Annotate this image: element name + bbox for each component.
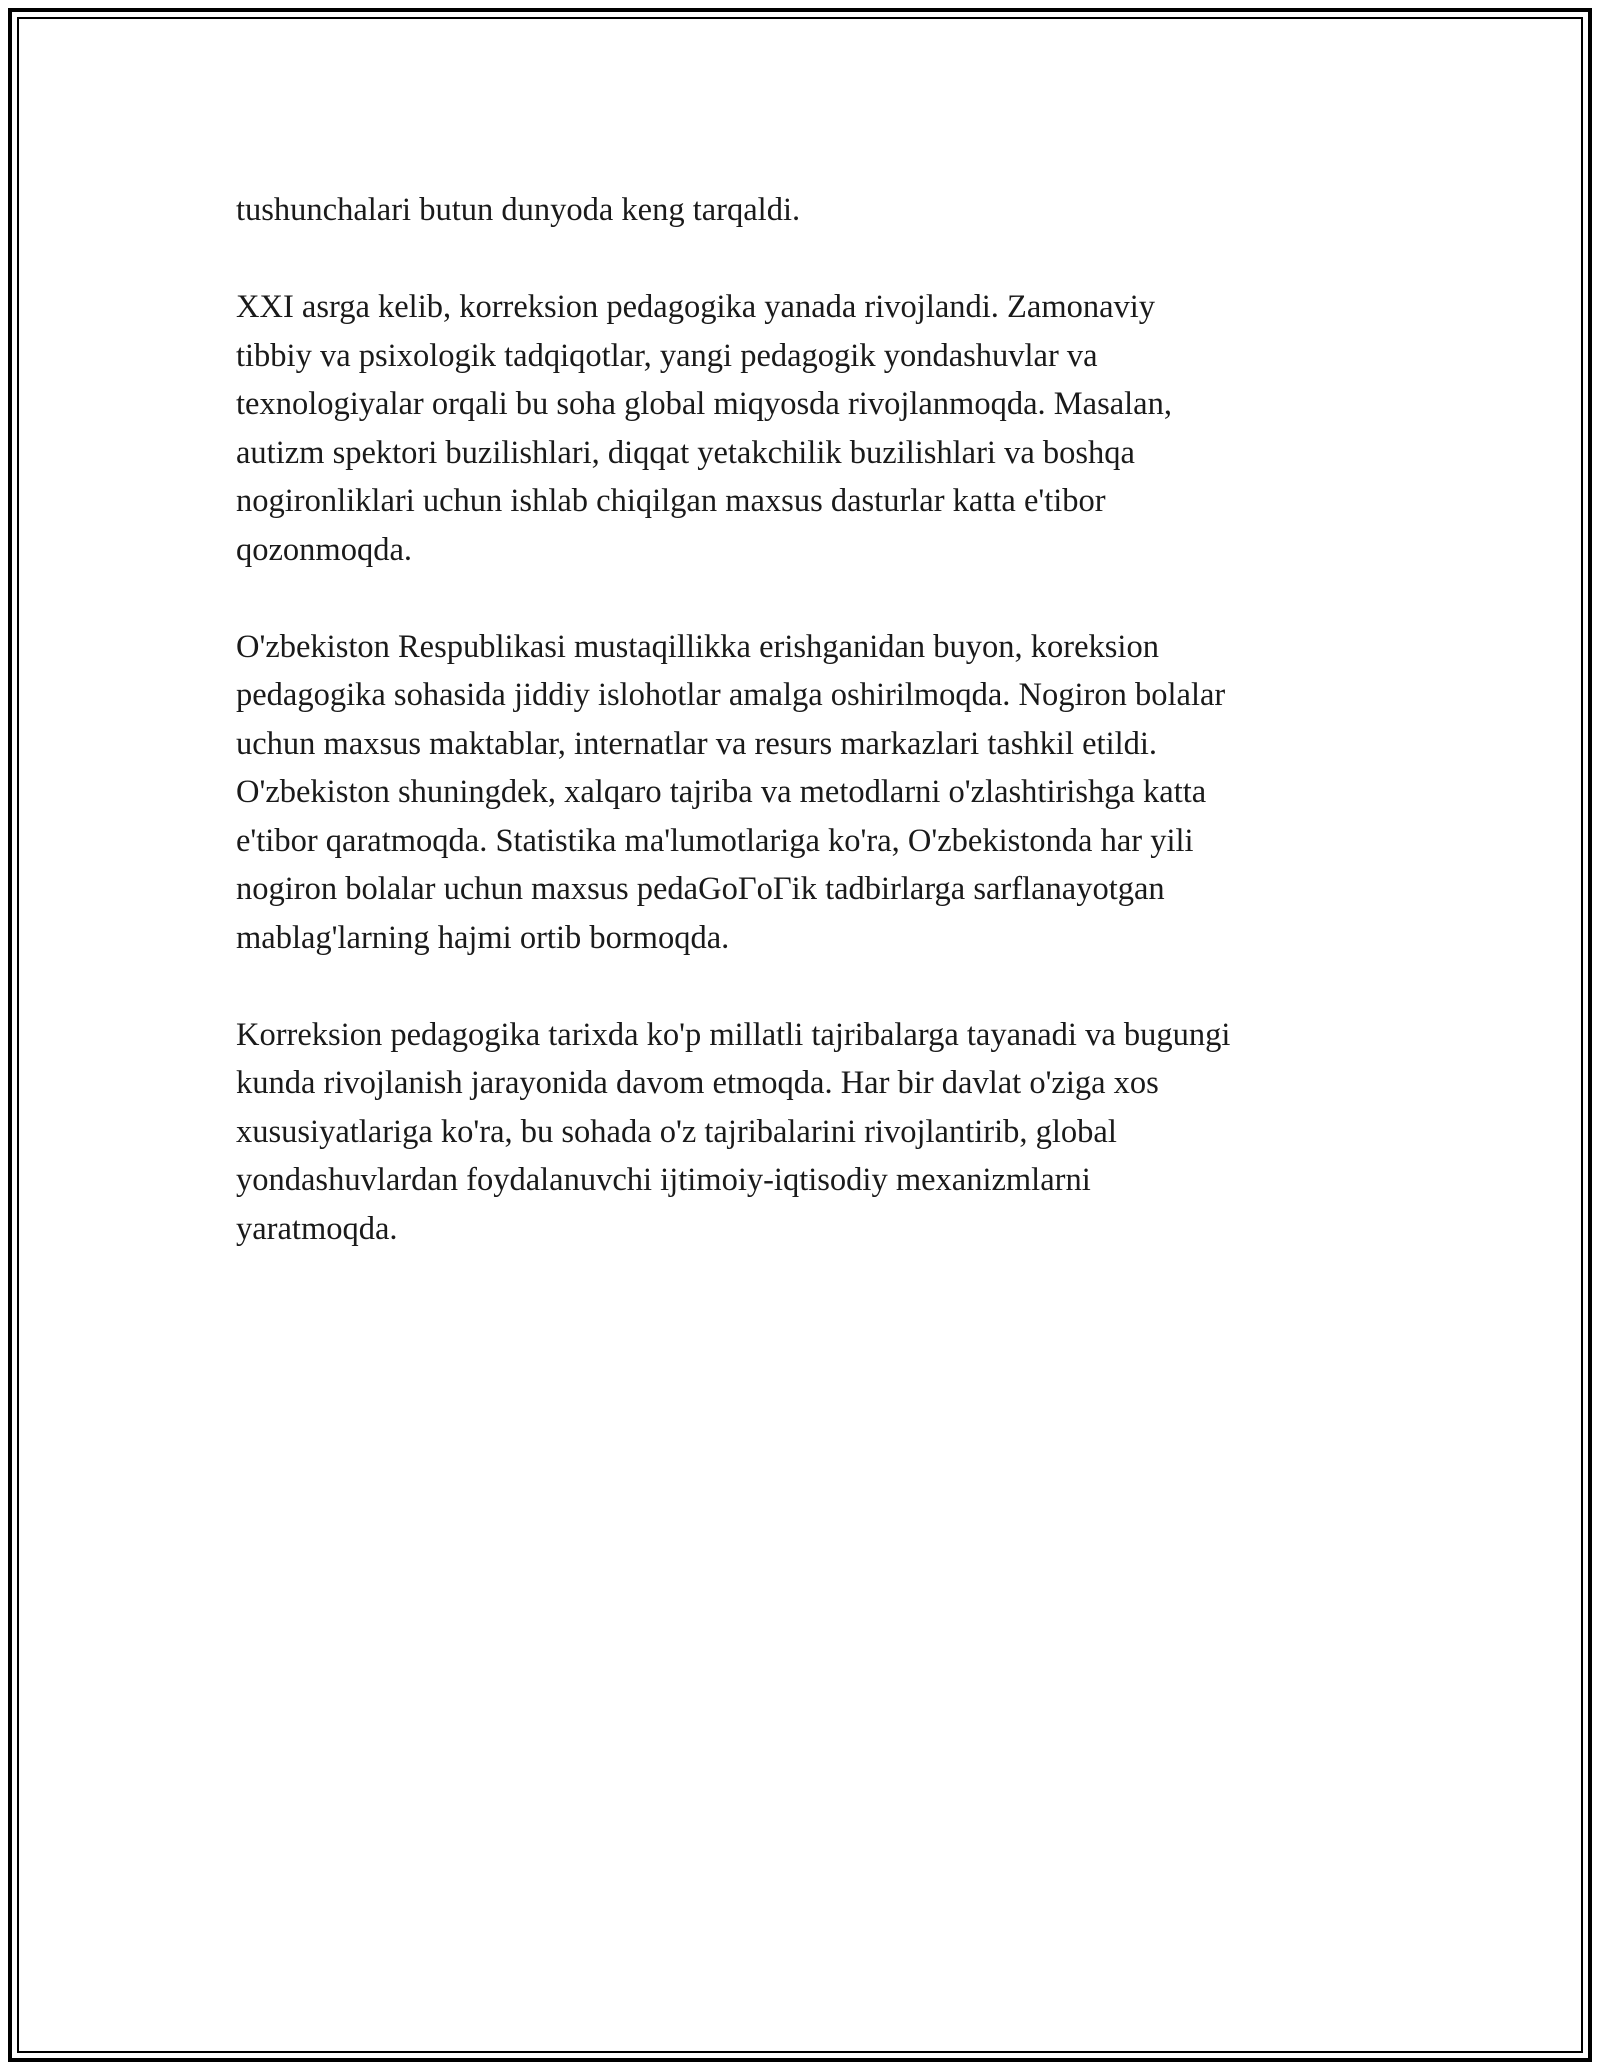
paragraph-conclusion: Korreksion pedagogika tarixda ko'p millatli tajribalarga tayanadi va bugungi kunda rivojlanish jarayonida davom etmoqda. Har bir davlat o'ziga xos xususiyatlariga ko'ra, bu sohada o'z tajribalarini rivojlantirib, global yondashuvlardan foydalanuvchi ijtimoiy-iqtisodiy mexanizmlarni yaratmoqda. [236,1016,1231,1247]
paragraph-xxi-century: XXI asrga kelib, korreksion pedagogika yanada rivojlandi. Zamonaviy tibbiy va psixologik tadqiqotlar, yangi pedagogik yondashuvlar va texnologiyalar orqali bu soha global miqyosda rivojlanmoqda. Masalan, autizm spektori buzilishlari, diqqat yetakchilik buzilishlari va boshqa nogironliklari uchun ishlab chiqilgan maxsus dasturlar katta e'tibor qozonmoqda. [236,289,1172,568]
document-body [236,186,1376,1302]
paragraph-continuation: tushunchalari butun dunyoda keng tarqaldi. [236,192,801,228]
paragraph-uzbekistan-reforms: O'zbekiston Respublikasi mustaqillikka erishganidan buyon, koreksion pedagogika sohasida jiddiy islohotlar amalga oshirilmoqda. Nogiron bolalar uchun maxsus maktablar, internatlar va resurs markazlari tashkil etildi. O'zbekiston shuningdek, xalqaro tajriba va metodlarni o'zlashtirishga katta e'tibor qaratmoqda. Statistika ma'lumotlariga ko'ra, O'zbekistonda har yili nogiron bolalar uchun maxsus pedaGoГoГik tadbirlarga sarflanayotgan mablag'larning hajmi ortib bormoqda. [236,628,1226,956]
